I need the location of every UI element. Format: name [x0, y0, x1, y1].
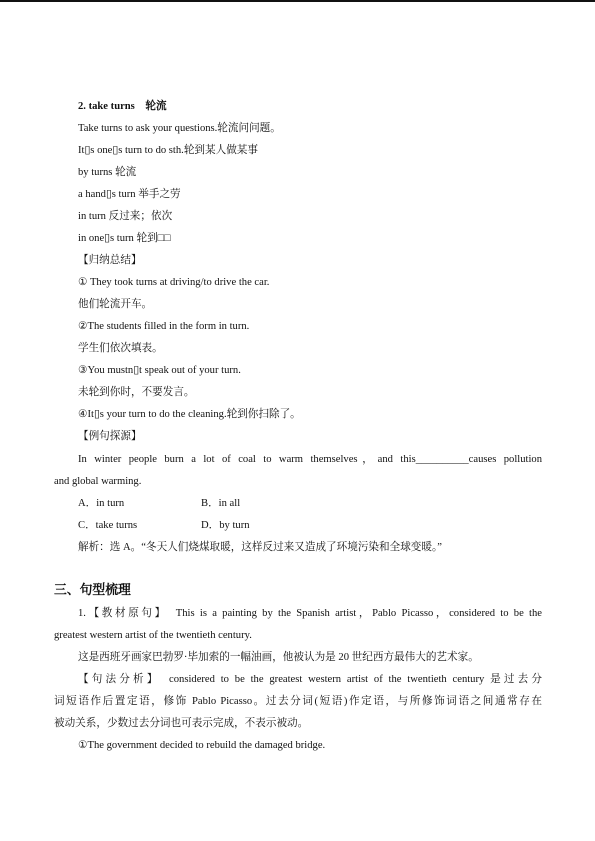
- text-line: in one▯s turn 轮到□□: [78, 233, 171, 244]
- summary-label: 【归纳总结】: [78, 255, 142, 266]
- example-sentence: ②The students filled in the form in turn.: [78, 321, 250, 332]
- syntax-analysis: 【句法分析】 considered to be the greatest western artist of the twentieth century 是过去分: [78, 674, 542, 685]
- question-text: In winter people burn a lot of coal to warm themselves，and this__________causes pollution: [78, 454, 542, 465]
- example-sentence: ④It▯s your turn to do the cleaning.轮到你扫除了。: [78, 409, 301, 420]
- text-line: in turn 反过来；依次: [78, 211, 173, 222]
- text-line: Take turns to ask your questions.轮流问问题。: [78, 123, 281, 134]
- source-label: 【例句探源】: [78, 431, 142, 442]
- example-translation: 未轮到你时，不要发言。: [78, 387, 195, 398]
- header-rule: [0, 0, 595, 2]
- option-c: C．take turns: [78, 520, 138, 531]
- example-translation: 他们轮流开车。: [78, 299, 153, 310]
- heading-take-turns: 2. take turns 轮流: [78, 101, 167, 112]
- question-text-cont: and global warming.: [54, 476, 142, 487]
- section-title: 三、句型梳理: [54, 583, 131, 598]
- textbook-translation: 这是西班牙画家巴勃罗·毕加索的一幅油画，他被认为是 20 世纪西方最伟大的艺术家。: [78, 652, 479, 663]
- example-sentence: ①The government decided to rebuild the damaged bridge.: [78, 740, 326, 751]
- example-sentence: ① They took turns at driving/to drive the car.: [78, 277, 270, 288]
- option-d: D．by turn: [201, 520, 250, 531]
- text-line: by turns 轮流: [78, 167, 137, 178]
- syntax-analysis-cont: 被动关系，少数过去分词也可表示完成，不表示被动。: [54, 718, 309, 729]
- text-line: a hand▯s turn 举手之劳: [78, 189, 181, 200]
- answer-explanation: 解析：选 A。“冬天人们烧煤取暖，这样反过来又造成了环境污染和全球变暖。”: [78, 542, 442, 553]
- text-line: It▯s one▯s turn to do sth.轮到某人做某事: [78, 145, 258, 156]
- textbook-sentence: 1.【教材原句】 This is a painting by the Spanish artist，Pablo Picasso，considered to be the: [78, 608, 542, 619]
- textbook-sentence-cont: greatest western artist of the twentieth century.: [54, 630, 252, 641]
- syntax-analysis-cont: 词短语作后置定语，修饰 Pablo Picasso。过去分词(短语)作定语，与所修饰词语之间通常存在: [54, 696, 542, 707]
- example-translation: 学生们依次填表。: [78, 343, 163, 354]
- option-b: B．in all: [201, 498, 241, 509]
- option-a: A．in turn: [78, 498, 125, 509]
- example-sentence: ③You mustn▯t speak out of your turn.: [78, 365, 241, 376]
